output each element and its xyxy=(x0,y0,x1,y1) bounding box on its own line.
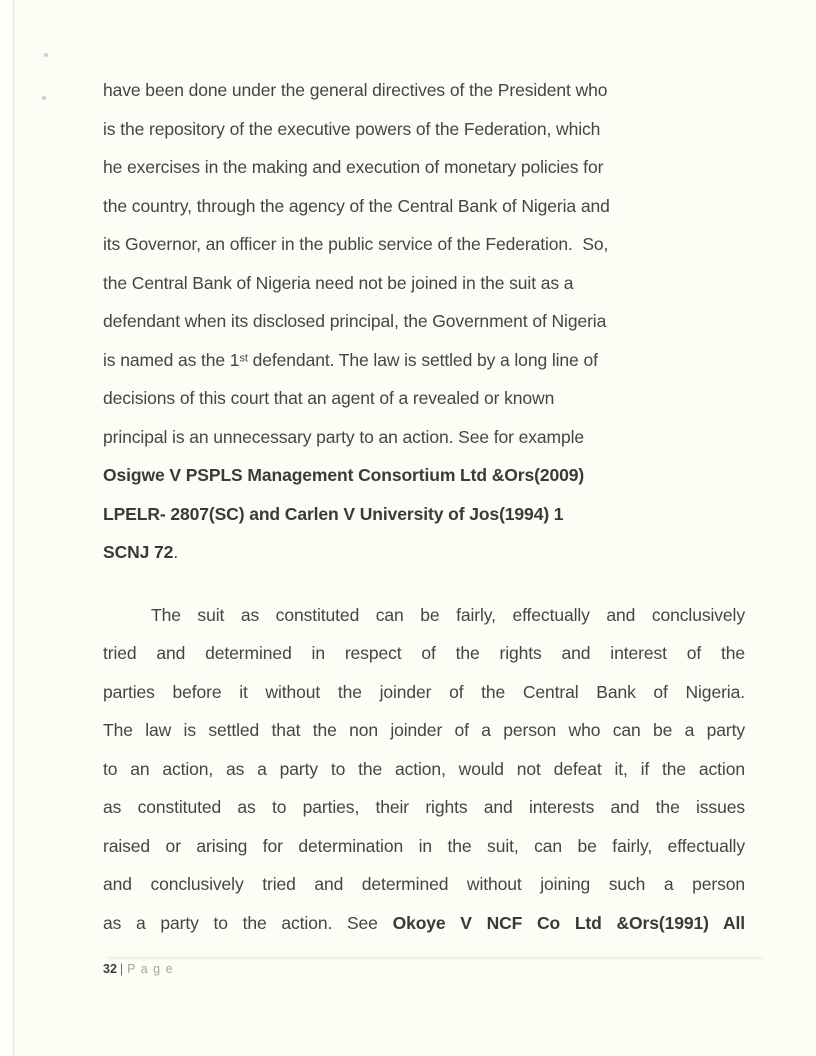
body-text: have been done under the general directives of the President who xyxy=(103,80,608,100)
page-edge-shadow xyxy=(0,0,14,1056)
text-line xyxy=(103,711,745,750)
text-line xyxy=(103,456,745,495)
body-text: its Governor, an officer in the public service of the Federation. So, xyxy=(103,234,609,254)
case-citation-text: LPELR- 2807(SC) and Carlen V University of Jos(1994) 1 xyxy=(103,503,564,524)
case-citation-text: Osigwe V PSPLS Management Consortium Ltd &Ors(2009) xyxy=(103,465,585,485)
body-text: raised or arising for determination in the suit, can be fairly, effectually xyxy=(103,835,745,856)
text-line xyxy=(103,379,745,418)
text-line xyxy=(103,788,745,827)
text-line xyxy=(103,865,745,904)
body-text: st xyxy=(239,352,248,365)
body-text: defendant when its disclosed principal, the Government of Nigeria xyxy=(103,311,607,331)
document-body xyxy=(103,71,745,942)
text-line xyxy=(103,673,745,712)
text-line xyxy=(103,495,745,534)
body-text: principal is an unnecessary party to an action. See for example xyxy=(103,426,585,447)
text-line xyxy=(103,148,745,187)
text-line xyxy=(103,264,745,303)
paragraph-suit-constituted xyxy=(103,596,745,943)
body-text: The suit as constituted can be fairly, effectually and conclusively xyxy=(151,604,745,625)
case-citation-text: SCNJ 72 xyxy=(103,542,174,562)
text-line xyxy=(103,110,745,149)
page-footer xyxy=(103,961,174,977)
body-text: The law is settled that the non joinder of a person who can be a party xyxy=(103,720,745,740)
body-text: the Central Bank of Nigeria need not be joined in the suit as a xyxy=(103,272,574,293)
footer-page-label: P a g e xyxy=(127,962,174,976)
body-text: as constituted as to parties, their rights and interests and the issues xyxy=(103,797,745,817)
body-text: he exercises in the making and execution of monetary policies for xyxy=(103,157,604,177)
footer-separator: | xyxy=(119,962,124,976)
body-text: defendant. The law is settled by a long line of xyxy=(247,349,598,370)
text-line xyxy=(103,596,745,635)
text-line xyxy=(103,533,745,572)
text-line xyxy=(103,302,745,341)
case-citation-text: Okoye V NCF Co Ltd &Ors(1991) All xyxy=(392,912,746,933)
body-text: . xyxy=(173,542,179,562)
body-text: tried and determined in respect of the rights and interest of the xyxy=(103,643,745,663)
body-text: is named as the 1 xyxy=(103,349,240,370)
body-text: the country, through the agency of the Central Bank of Nigeria and xyxy=(103,195,610,216)
text-line xyxy=(103,904,745,943)
text-line xyxy=(103,225,745,264)
body-text: parties before it without the joinder of the Central Bank of Nigeria. xyxy=(103,681,745,702)
text-line xyxy=(103,341,745,380)
body-text: is the repository of the executive powers of the Federation, which xyxy=(103,118,601,139)
text-line xyxy=(103,750,745,789)
footer-scan-line xyxy=(108,957,763,959)
text-line xyxy=(103,418,745,457)
body-text: as a party to the action. See xyxy=(103,912,393,933)
text-line xyxy=(103,634,745,673)
body-text: to an action, as a party to the action, would not defeat it, if the action xyxy=(103,758,745,779)
page-number: 32 xyxy=(103,962,117,976)
text-line xyxy=(103,71,745,110)
paragraph-continuation xyxy=(103,71,745,572)
text-line xyxy=(103,187,745,226)
body-text: and conclusively tried and determined without joining such a person xyxy=(103,874,745,894)
scan-speck xyxy=(44,53,48,57)
body-text: decisions of this court that an agent of a revealed or known xyxy=(103,388,555,408)
scan-speck xyxy=(42,96,46,100)
text-line xyxy=(103,827,745,866)
